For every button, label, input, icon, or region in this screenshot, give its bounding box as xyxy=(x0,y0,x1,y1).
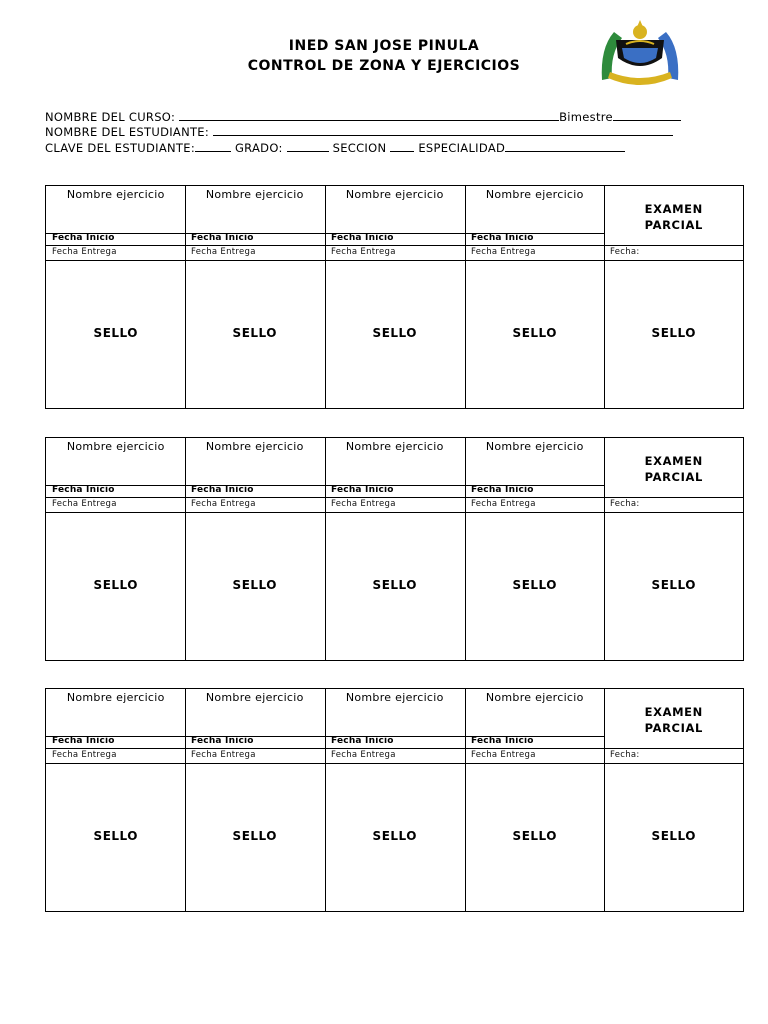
parcial-label: PARCIAL xyxy=(644,218,703,232)
fecha-inicio-label: Fecha Inicio xyxy=(191,233,254,243)
exercise-name-header: Nombre ejercicio xyxy=(485,188,584,201)
exercise-name-header: Nombre ejercicio xyxy=(66,440,165,453)
fecha-inicio-label: Fecha Inicio xyxy=(52,485,115,495)
course-field[interactable] xyxy=(179,108,559,121)
row-divider xyxy=(46,245,744,246)
fecha-inicio-label: Fecha Inicio xyxy=(331,485,394,495)
parcial-label: PARCIAL xyxy=(644,470,703,484)
exercise-name-header: Nombre ejercicio xyxy=(345,188,444,201)
fecha-entrega-label: Fecha Entrega xyxy=(52,750,117,760)
student-name-field[interactable] xyxy=(213,123,673,136)
row-divider xyxy=(46,260,744,261)
exercise-name-header: Nombre ejercicio xyxy=(485,691,584,704)
specialty-field[interactable] xyxy=(505,139,625,152)
student-name-line xyxy=(45,123,673,139)
row-divider xyxy=(46,748,744,749)
sello-stamp-area[interactable]: SELLO xyxy=(232,326,277,340)
row-divider xyxy=(46,497,744,498)
examen-parcial-header xyxy=(604,201,744,233)
column-divider xyxy=(185,186,186,408)
school-name: INED SAN JOSE PINULA xyxy=(288,38,480,54)
grade-field[interactable] xyxy=(287,139,329,152)
grade-label: GRADO: xyxy=(234,141,283,155)
exercise-name-header: Nombre ejercicio xyxy=(66,188,165,201)
sello-stamp-area[interactable]: SELLO xyxy=(651,829,696,843)
sello-stamp-area[interactable]: SELLO xyxy=(93,326,138,340)
student-name-label: NOMBRE DEL ESTUDIANTE: xyxy=(45,125,210,139)
sello-stamp-area[interactable]: SELLO xyxy=(651,326,696,340)
fecha-entrega-label: Fecha Entrega xyxy=(471,247,536,257)
parcial-label: PARCIAL xyxy=(644,721,703,735)
column-divider xyxy=(325,186,326,408)
fecha-entrega-label: Fecha Entrega xyxy=(191,247,256,257)
column-divider xyxy=(325,689,326,911)
exam-date-label: Fecha: xyxy=(610,247,640,257)
specialty-label: ESPECIALIDAD xyxy=(418,141,506,155)
bimestre-label: Bimestre xyxy=(559,110,613,124)
exercise-name-header: Nombre ejercicio xyxy=(485,440,584,453)
sello-stamp-area[interactable]: SELLO xyxy=(93,578,138,592)
section-label: SECCION xyxy=(332,141,387,155)
fecha-inicio-label: Fecha Inicio xyxy=(331,233,394,243)
column-divider xyxy=(325,438,326,660)
sello-stamp-area[interactable]: SELLO xyxy=(651,578,696,592)
examen-label: EXAMEN xyxy=(644,705,703,719)
exam-date-label: Fecha: xyxy=(610,750,640,760)
fecha-entrega-label: Fecha Entrega xyxy=(191,499,256,509)
fecha-entrega-label: Fecha Entrega xyxy=(52,499,117,509)
exercise-grid xyxy=(45,688,744,912)
sello-stamp-area[interactable]: SELLO xyxy=(93,829,138,843)
fecha-inicio-label: Fecha Inicio xyxy=(191,736,254,746)
exercise-name-header: Nombre ejercicio xyxy=(66,691,165,704)
fecha-inicio-label: Fecha Inicio xyxy=(52,736,115,746)
fecha-inicio-label: Fecha Inicio xyxy=(471,233,534,243)
fecha-entrega-label: Fecha Entrega xyxy=(471,499,536,509)
examen-parcial-header xyxy=(604,704,744,736)
fecha-inicio-label: Fecha Inicio xyxy=(52,233,115,243)
exercise-name-header: Nombre ejercicio xyxy=(345,440,444,453)
exercise-name-header: Nombre ejercicio xyxy=(345,691,444,704)
column-divider xyxy=(465,689,466,911)
sello-stamp-area[interactable]: SELLO xyxy=(372,326,417,340)
column-divider xyxy=(465,186,466,408)
fecha-inicio-label: Fecha Inicio xyxy=(331,736,394,746)
sello-stamp-area[interactable]: SELLO xyxy=(512,326,557,340)
student-key-label: CLAVE DEL ESTUDIANTE: xyxy=(45,141,195,155)
sello-stamp-area[interactable]: SELLO xyxy=(512,829,557,843)
exercise-name-header: Nombre ejercicio xyxy=(205,691,304,704)
sello-stamp-area[interactable]: SELLO xyxy=(232,578,277,592)
sello-stamp-area[interactable]: SELLO xyxy=(372,578,417,592)
section-field[interactable] xyxy=(390,139,414,152)
exercise-name-header: Nombre ejercicio xyxy=(205,188,304,201)
sello-stamp-area[interactable]: SELLO xyxy=(512,578,557,592)
document-title: CONTROL DE ZONA Y EJERCICIOS xyxy=(247,58,521,74)
fecha-entrega-label: Fecha Entrega xyxy=(331,750,396,760)
exercise-name-header: Nombre ejercicio xyxy=(205,440,304,453)
fecha-entrega-label: Fecha Entrega xyxy=(471,750,536,760)
fecha-entrega-label: Fecha Entrega xyxy=(52,247,117,257)
bimestre-field[interactable] xyxy=(613,108,681,121)
exercise-grid xyxy=(45,437,744,661)
column-divider xyxy=(185,438,186,660)
exercise-grid xyxy=(45,185,744,409)
sello-stamp-area[interactable]: SELLO xyxy=(232,829,277,843)
examen-parcial-header xyxy=(604,453,744,485)
fecha-entrega-label: Fecha Entrega xyxy=(331,499,396,509)
sello-stamp-area[interactable]: SELLO xyxy=(372,829,417,843)
column-divider xyxy=(465,438,466,660)
examen-label: EXAMEN xyxy=(644,202,703,216)
fecha-inicio-label: Fecha Inicio xyxy=(191,485,254,495)
fecha-inicio-label: Fecha Inicio xyxy=(471,485,534,495)
exam-date-label: Fecha: xyxy=(610,499,640,509)
course-label: NOMBRE DEL CURSO: xyxy=(45,110,176,124)
row-divider xyxy=(46,512,744,513)
fecha-inicio-label: Fecha Inicio xyxy=(471,736,534,746)
column-divider xyxy=(185,689,186,911)
fecha-entrega-label: Fecha Entrega xyxy=(331,247,396,257)
course-line xyxy=(45,108,681,124)
examen-label: EXAMEN xyxy=(644,454,703,468)
row-divider xyxy=(46,763,744,764)
student-key-field[interactable] xyxy=(195,139,231,152)
school-crest-icon xyxy=(592,18,688,88)
student-key-line xyxy=(45,139,625,155)
fecha-entrega-label: Fecha Entrega xyxy=(191,750,256,760)
